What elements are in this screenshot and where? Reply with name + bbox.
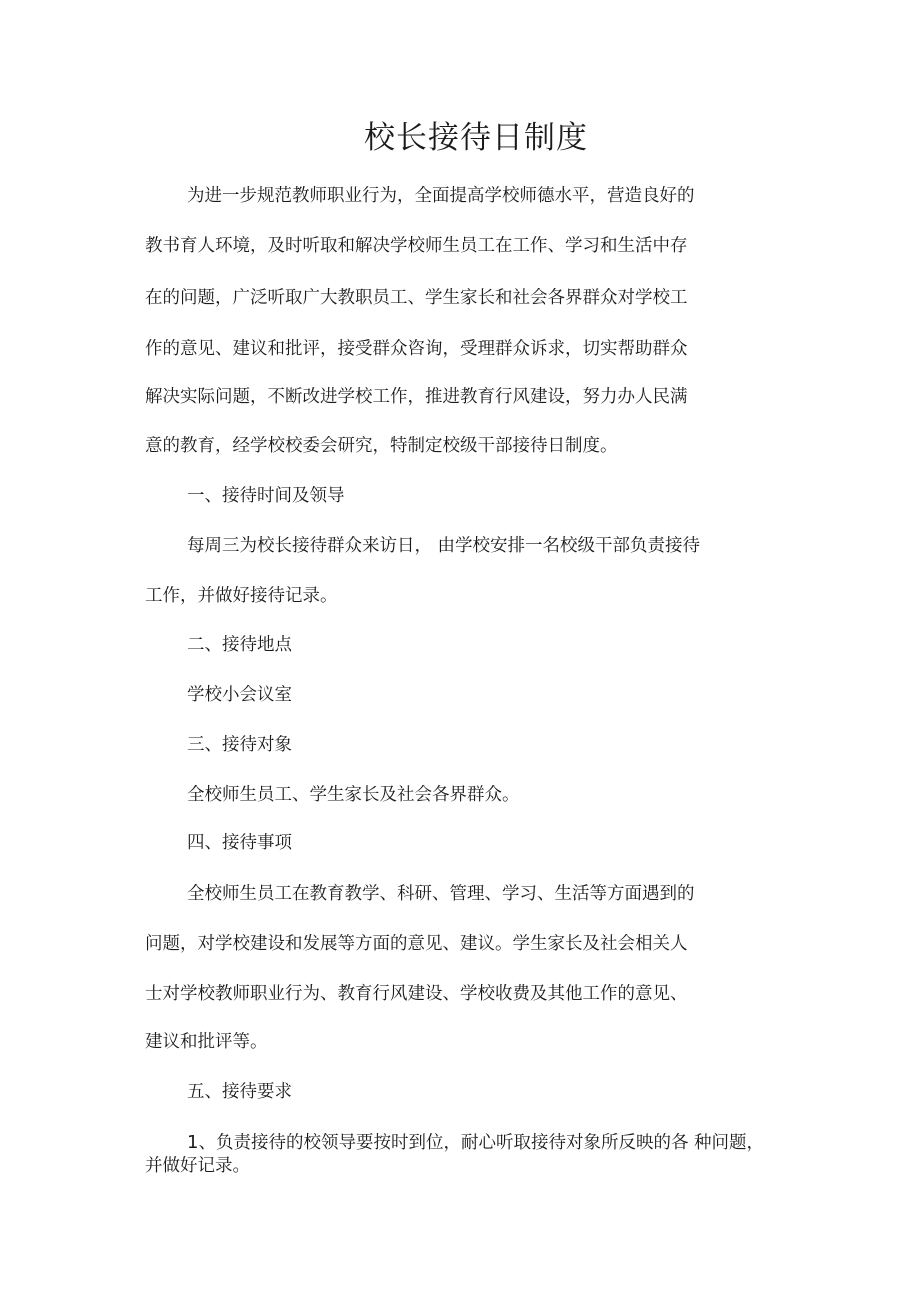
section-1-line-2: 工作，并做好接待记录。 <box>145 586 338 606</box>
section-4-line-2: 问题，对学校建设和发展等方面的意见、建议。学生家长及社会相关人 <box>145 934 688 954</box>
intro-line-5: 解决实际问题，不断改进学校工作，推进教育行风建设，努力办人民满 <box>145 387 688 407</box>
document-title: 校长接待日制度 <box>364 120 588 156</box>
section-5-item-1 <box>187 1134 764 1153</box>
section-4-line-4: 建议和批评等。 <box>145 1032 268 1052</box>
section-5-item-1-continuation: 并做好记录。 <box>145 1156 250 1176</box>
intro-line-3: 在的问题，广泛听取广大教职员工、学生家长和社会各界群众对学校工 <box>145 288 688 308</box>
intro-line-1: 为进一步规范教师职业行为，全面提高学校师德水平，营造良好的 <box>187 186 695 206</box>
section-4-line-3: 士对学校教师职业行为、教育行风建设、学校收费及其他工作的意见、 <box>145 984 688 1004</box>
section-4-line-1: 全校师生员工在教育教学、科研、管理、学习、生活等方面遇到的 <box>187 884 695 904</box>
section-4-heading: 四、接待事项 <box>187 833 292 853</box>
section-2-heading: 二、接待地点 <box>187 635 292 655</box>
intro-line-6: 意的教育，经学校校委会研究，特制定校级干部接待日制度。 <box>145 436 618 456</box>
intro-line-2: 教书育人环境，及时听取和解决学校师生员工在工作、学习和生活中存 <box>145 236 688 256</box>
section-3-line-1: 全校师生员工、学生家长及社会各界群众。 <box>187 785 520 805</box>
section-2-line-1: 学校小会议室 <box>187 685 292 705</box>
item-1-number: 1 <box>187 1132 199 1153</box>
item-1-text-line-1: 、负责接待的校领导要按时到位，耐心听取接待对象所反映的各 种问题， <box>198 1133 765 1153</box>
intro-line-4: 作的意见、建议和批评，接受群众咨询，受理群众诉求，切实帮助群众 <box>145 339 688 359</box>
section-1-heading: 一、接待时间及领导 <box>187 486 345 506</box>
section-1-line-1: 每周三为校长接待群众来访日， 由学校安排一名校级干部负责接待 <box>187 536 701 556</box>
section-3-heading: 三、接待对象 <box>187 735 292 755</box>
section-5-heading: 五、接待要求 <box>187 1082 292 1102</box>
